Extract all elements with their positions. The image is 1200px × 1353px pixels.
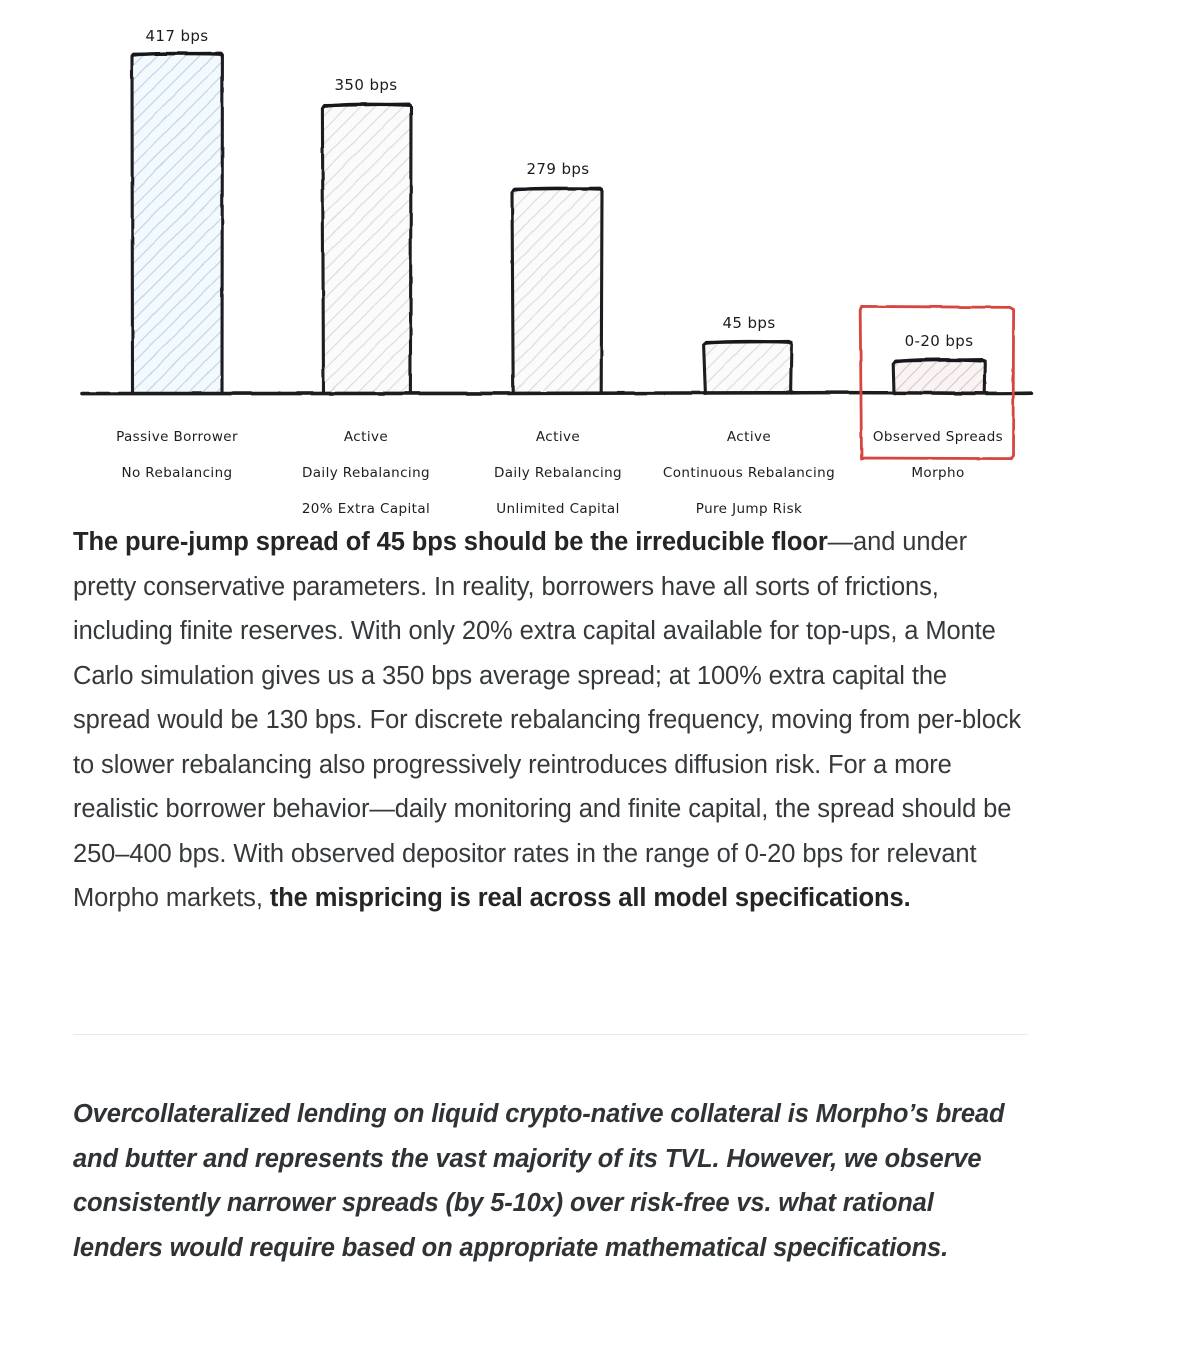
category-line-2: Daily Rebalancing [493,465,623,481]
category-label-active-daily-unlimited [494,410,622,536]
spread-comparison-chart [0,0,1200,517]
category-line-3: Pure Jump Risk [695,501,803,517]
category-line-2: Morpho [911,465,965,481]
article-body [73,520,1029,921]
category-line-1: Active [726,429,772,445]
bar-active-continuous-jump [704,341,792,393]
category-line-2: No Rebalancing [121,465,233,481]
bar-observed-spreads-morpho [893,360,985,394]
section-divider [73,1034,1028,1035]
chart-baseline-axis [82,393,1031,394]
category-line-1: Active [343,429,389,445]
category-label-active-continuous-jump [663,410,835,536]
category-line-1: Active [535,429,581,445]
body-paragraph: The pure-jump spread of 45 bps should be the irreducible floor—and under pretty conservative parameters. In reality, borrowers have all sorts of frictions, including finite reserves. With only 20% extra capital available for top-ups, a Monte Carlo simulation gives us a 350 bps average spread; at 100% extra capital the spread would be 130 bps. For discrete rebalancing frequency, moving from per-block to slower rebalancing also progressively reintroduces diffusion risk. For a more realistic borrower behavior—daily monitoring and finite capital, the spread should be 250–400 bps. With observed depositor rates in the range of 0-20 bps for relevant Morpho markets, the mispricing is real across all model specifications. [73,528,1022,912]
bar-passive-borrower [132,53,222,393]
category-label-active-daily-20pct [302,410,430,536]
category-line-2: Daily Rebalancing [301,465,431,481]
category-line-1: Passive Borrower [116,429,238,445]
bar-value-label-active-continuous-jump: 45 bps [722,314,776,332]
bar-active-daily-unlimited [512,188,602,393]
category-label-passive-borrower [116,410,238,500]
closing-pullquote: Overcollateralized lending on liquid crypto-native collateral is Morpho’s bread and butter and represents the vast majority of its TVL. However, we observe consistently narrower spreads (by 5-10x) over risk-free vs. what rational lenders would require based on appropriate mathematical specifications. [73,1100,1005,1262]
category-line-3: 20% Extra Capital [301,501,431,517]
bar-value-label-passive-borrower: 417 bps [145,27,209,45]
bar-value-label-active-daily-unlimited: 279 bps [526,160,590,178]
category-label-observed-spreads-morpho [873,410,1003,500]
category-line-2: Continuous Rebalancing [662,465,836,481]
category-line-3: Unlimited Capital [496,501,620,517]
bar-value-label-active-daily-20pct: 350 bps [334,76,398,94]
bar-value-label-observed-spreads-morpho: 0-20 bps [904,332,974,350]
category-line-1: Observed Spreads [872,429,1004,445]
bar-active-daily-20pct [322,104,411,394]
